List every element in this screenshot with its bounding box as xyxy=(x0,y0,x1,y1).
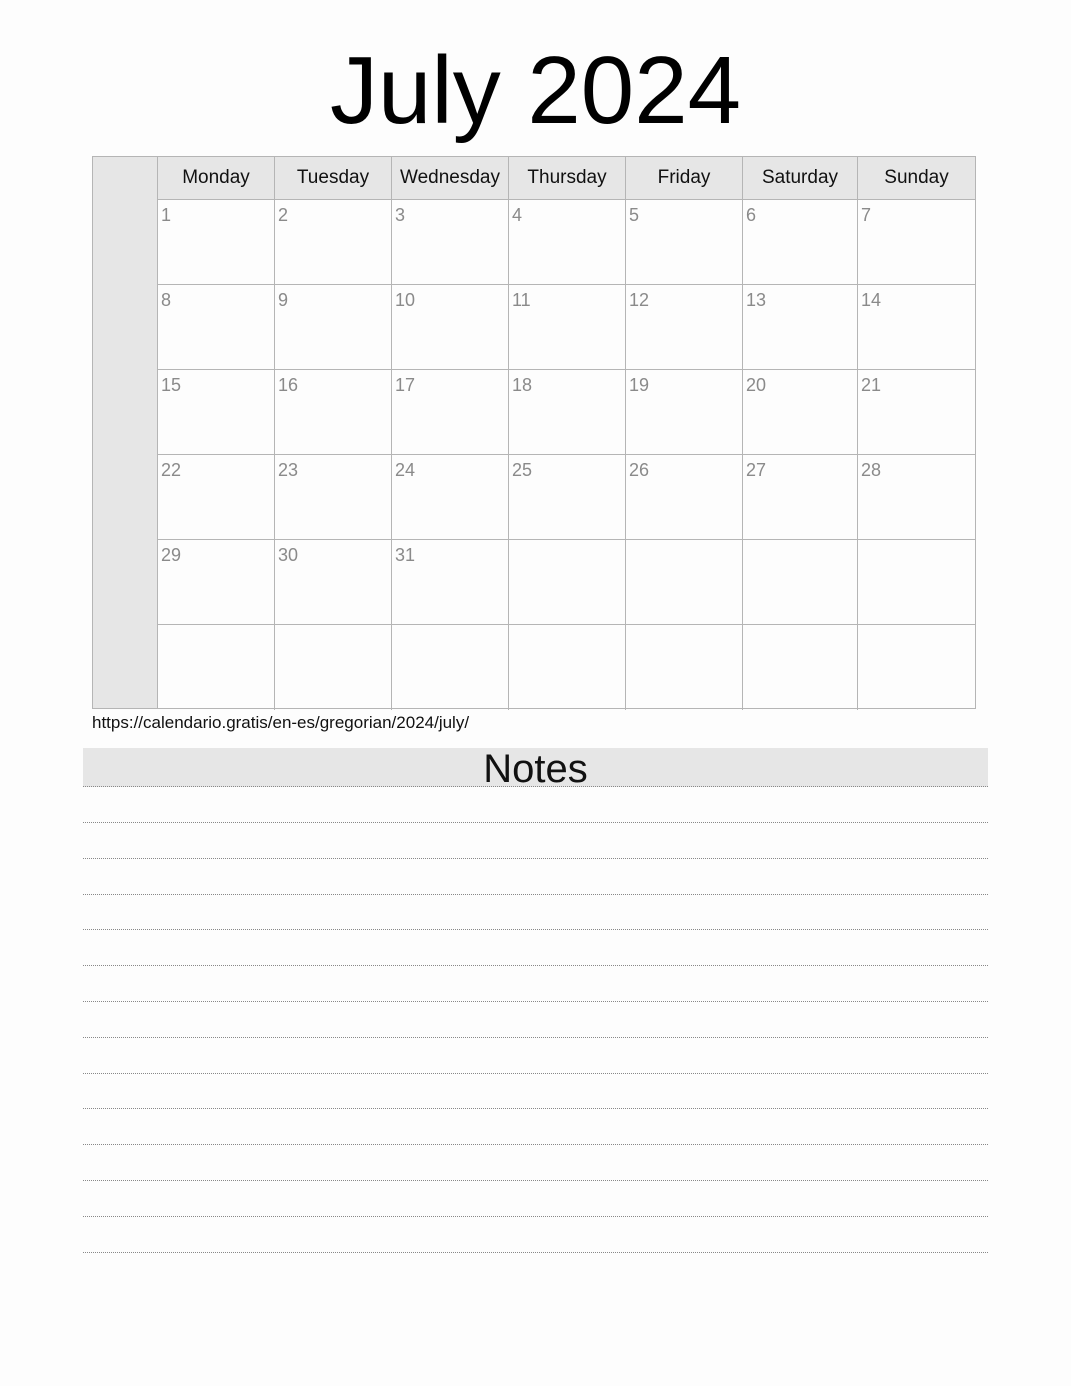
weekday-header-5: Saturday xyxy=(743,157,858,200)
note-line xyxy=(83,1216,988,1217)
day-cell: 1 xyxy=(158,200,275,285)
weekday-header-1: Tuesday xyxy=(275,157,392,200)
day-cell xyxy=(509,540,626,625)
day-cell: 9 xyxy=(275,285,392,370)
day-cell: 27 xyxy=(743,455,858,540)
day-cell xyxy=(858,625,975,710)
note-line xyxy=(83,1144,988,1145)
day-cell xyxy=(158,625,275,710)
day-cell: 25 xyxy=(509,455,626,540)
day-cell: 20 xyxy=(743,370,858,455)
calendar-title: July 2024 xyxy=(330,37,741,144)
week-number-column xyxy=(93,157,158,708)
day-grid xyxy=(158,157,975,708)
day-cell: 13 xyxy=(743,285,858,370)
day-cell: 6 xyxy=(743,200,858,285)
day-cell: 21 xyxy=(858,370,975,455)
day-cell: 12 xyxy=(626,285,743,370)
day-cell: 4 xyxy=(509,200,626,285)
source-url: https://calendario.gratis/en-es/gregorian/2024/july/ xyxy=(92,713,470,732)
day-cell: 11 xyxy=(509,285,626,370)
note-line xyxy=(83,1001,988,1002)
day-cell: 24 xyxy=(392,455,509,540)
day-cell: 15 xyxy=(158,370,275,455)
day-cell xyxy=(392,625,509,710)
weekday-header-4: Friday xyxy=(626,157,743,200)
note-line xyxy=(83,1073,988,1074)
day-cell: 26 xyxy=(626,455,743,540)
day-cell xyxy=(626,625,743,710)
weekday-header-2: Wednesday xyxy=(392,157,509,200)
day-cell: 14 xyxy=(858,285,975,370)
day-cell xyxy=(858,540,975,625)
day-cell: 3 xyxy=(392,200,509,285)
notes-heading: Notes xyxy=(83,748,988,787)
weekday-header-3: Thursday xyxy=(509,157,626,200)
weekday-header-0: Monday xyxy=(158,157,275,200)
note-line xyxy=(83,1037,988,1038)
day-cell xyxy=(743,625,858,710)
note-line xyxy=(83,1180,988,1181)
day-cell: 22 xyxy=(158,455,275,540)
note-line xyxy=(83,1108,988,1109)
day-cell: 2 xyxy=(275,200,392,285)
note-line xyxy=(83,858,988,859)
note-line xyxy=(83,1252,988,1253)
day-cell: 19 xyxy=(626,370,743,455)
note-line xyxy=(83,929,988,930)
day-cell: 16 xyxy=(275,370,392,455)
day-cell: 5 xyxy=(626,200,743,285)
calendar-grid xyxy=(92,156,976,709)
note-line xyxy=(83,894,988,895)
day-cell: 28 xyxy=(858,455,975,540)
day-cell: 7 xyxy=(858,200,975,285)
day-cell xyxy=(509,625,626,710)
day-cell: 31 xyxy=(392,540,509,625)
day-cell: 23 xyxy=(275,455,392,540)
weekday-header-6: Sunday xyxy=(858,157,975,200)
day-cell xyxy=(275,625,392,710)
day-cell xyxy=(626,540,743,625)
note-line xyxy=(83,822,988,823)
day-cell: 10 xyxy=(392,285,509,370)
day-cell: 29 xyxy=(158,540,275,625)
day-cell: 17 xyxy=(392,370,509,455)
day-cell: 18 xyxy=(509,370,626,455)
note-line xyxy=(83,965,988,966)
day-cell: 8 xyxy=(158,285,275,370)
day-cell xyxy=(743,540,858,625)
day-cell: 30 xyxy=(275,540,392,625)
